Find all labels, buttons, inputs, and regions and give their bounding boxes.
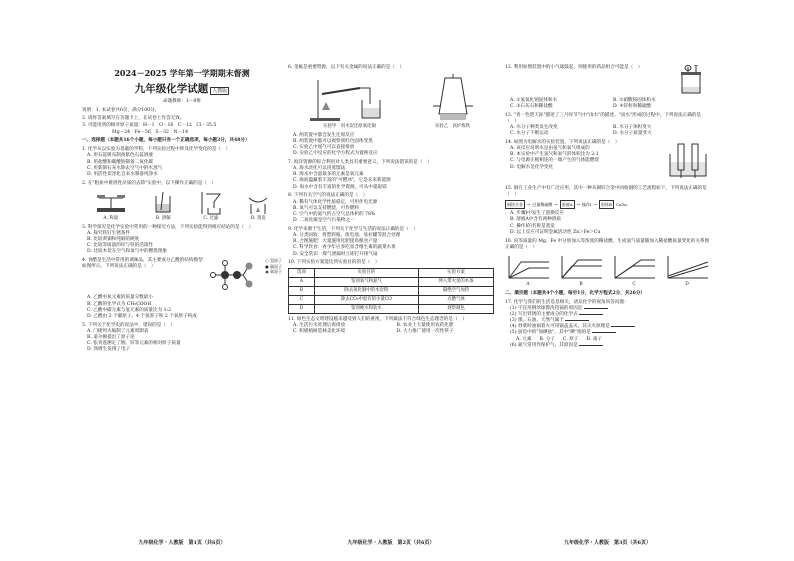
- table-row: [289, 296, 494, 305]
- figure-weighing: [91, 190, 131, 222]
- legend-carbon: ● 碳原子: [265, 263, 282, 269]
- question-17-items: [505, 306, 710, 349]
- arrow-icon: →: [593, 201, 597, 207]
- table-cell: 点燃气体: [419, 296, 494, 305]
- option: B. 用盐酸和碳酸钠制备二氧化碳: [87, 159, 154, 165]
- option: B. 比较黄铜和纯铜的硬度: [87, 237, 140, 243]
- question-4-text: 4. 食醋是生活中常用的调味品，其主要成分乙酸的结构模型如图所示。下列说法正确的是（ ）: [82, 258, 203, 270]
- option: B. ②硝酸铵固体和水: [613, 97, 656, 103]
- option: D. 水分子质量变大: [613, 131, 652, 137]
- question-17: 17. 化学与我们的生活息息相关，请从化学的视角回答问题：: [505, 299, 629, 305]
- question-7-options: [288, 166, 494, 191]
- question-13: 13. "青一色碧天际"描述了三月时节气中"雨水"的描述。"雨水"形成的过程中，下列说法正确的是（ ）: [505, 112, 702, 124]
- page-1: [82, 62, 282, 547]
- question-10: 10. 下列实验方案能达到实验目的的是（ ）: [288, 260, 380, 266]
- flow-box: 固体B: [599, 200, 614, 209]
- figure-evaporate: [243, 190, 273, 222]
- option: D. 安全常识：煤气泄漏时立即打开排气扇: [293, 251, 378, 257]
- legend-hydrogen: ○ 氢原子: [265, 258, 282, 264]
- table-cell: 鉴别硬水和软水: [314, 305, 418, 314]
- option: D. 以上反应可证明金属活动性 Zn＞Fe＞Cu: [510, 229, 601, 235]
- table-cell: 观察颜色: [419, 305, 494, 314]
- table-cell: D: [289, 305, 315, 314]
- option: B. 水分子体积变大: [613, 124, 652, 130]
- table-header: 选项: [289, 269, 315, 278]
- option: A. ①氢氧化钠固体和水: [510, 97, 558, 103]
- question-6: 6. 金属是重要资源，以下有关金属的说法正确的是（ ）: [288, 64, 405, 70]
- graph-label: B: [579, 281, 583, 287]
- option: B. 海水中含量最多的元素是氧元素: [293, 172, 364, 178]
- graph-label: C: [632, 281, 636, 287]
- question-16-graphs: [505, 254, 710, 288]
- table-cell: 除去CO₂中混有的少量CO: [314, 296, 418, 305]
- option: C. 实验乙中尾气可以直接排放: [293, 145, 355, 150]
- table-header: 实验方案: [419, 269, 494, 278]
- option: D. 乙酸由 2 个碳原子、4 个氢原子和 2 个氧原子构成: [87, 313, 197, 319]
- flow-label: CuZn: [615, 201, 627, 207]
- table-header-row: [289, 269, 494, 278]
- option: A. 海水淡化可以用蒸馏法: [293, 166, 346, 172]
- note-line: 3. 可能用到的相对原子质量：H－1 O－16 C－12 Cl－35.5: [82, 122, 217, 128]
- flow-box: 溶液A: [560, 200, 575, 209]
- option: B. 乙酸的化学式为 CH₃COOH: [87, 301, 152, 307]
- option: D. 二氧化碳是空气污染物之一: [293, 218, 355, 224]
- graph-d: [664, 254, 710, 288]
- page-3: [505, 62, 710, 547]
- table-cell: C: [289, 296, 315, 305]
- question-9: 9. 化学来源于生活，下列关于化学与生活的说法正确的是（ ）: [288, 226, 418, 232]
- option: A. 生活污水处理后再排放: [293, 322, 346, 328]
- option: C. 用新制石灰水除去空气中的水蒸气: [87, 165, 163, 171]
- question-11-options: [288, 323, 494, 335]
- graph-a: [505, 254, 551, 288]
- option: B. 本实验中产生氢气和氧气的体积比为 2:1: [510, 152, 599, 158]
- legend-text: 碳原子: [270, 263, 282, 269]
- electrolysis-apparatus: [666, 140, 710, 183]
- option: A. 探究铁钉生锈条件: [87, 230, 130, 236]
- option: C. 乙酸中碳元素与氢元素的质量比为 1:2: [87, 307, 172, 313]
- choice: B. 分子: [539, 336, 555, 342]
- answer-blank[interactable]: [611, 326, 635, 327]
- question-9-options: [288, 233, 494, 258]
- graph-label: D: [685, 281, 689, 287]
- table-cell: 鉴别氧气和氮气: [314, 278, 418, 287]
- question-5: 5. 下列关于化学史的说法中，错误的是（ ）: [82, 322, 176, 328]
- fill-item-text: (2) 写出铁锈的主要成分的化学式: [510, 311, 578, 317]
- option: C. 操作I的名称是蒸发: [510, 223, 555, 229]
- option: B. 溶液A中含有两种溶质: [510, 217, 561, 223]
- question-14-text: 14. 如图为电解水的实验装置，下列说法正确的是（ ）: [505, 139, 620, 145]
- figure-blast-furnace: [423, 74, 483, 130]
- exam-title: 2024－2025 学年第一学期期末督测: [114, 68, 250, 78]
- question-14-options: [505, 146, 666, 171]
- option: A. 两装置中都会发生还原反应: [293, 132, 355, 138]
- option: D. 海水中含有丰富的化学资源，可从中提取镁: [293, 184, 387, 190]
- table-row: [289, 287, 494, 296]
- subject-text: 九年级化学试题: [134, 82, 209, 95]
- fill-item-text: (1) 不宜用钢丝球擦洗铝锅的原因是: [510, 305, 583, 311]
- option: A. 乙酸中氧元素的质量分数最小: [87, 295, 153, 301]
- exam-subject: [82, 82, 282, 96]
- question-14-body: [505, 140, 666, 183]
- table-cell: 除去氧化铜中的木炭粉: [314, 287, 418, 296]
- figure-label: C. 过滤: [203, 215, 219, 221]
- question-12-options: [505, 98, 710, 110]
- section-1-heading: 一、选择题（本题共16个小题，每小题只有一个正确选项，每小题3分，共48分）: [82, 138, 250, 144]
- graph-b: [558, 254, 604, 288]
- figure-label: A. 称量: [103, 215, 119, 221]
- question-14: [505, 140, 710, 183]
- fill-item-text: (4) 炒菜时油锅着火可用锅盖盖灭，其灭火原理是: [510, 324, 610, 330]
- option: C. 空气中的氮气约占空气总体积的 78%: [293, 211, 376, 217]
- option: A. 水分子种类发生改变: [510, 124, 558, 130]
- figure-carbon-reduction: [300, 74, 400, 130]
- question-8: 8. 下列有关空气的说法正确的是（ ）: [288, 193, 368, 199]
- flow-label: 过量稀硫酸: [532, 201, 553, 207]
- question-15: 15. 铜在工业生产中有广泛应用，其中一种从铜锌合金中回收铜的工艺流程如下，下列说法正确的是（ ）: [505, 185, 707, 197]
- arrow-icon: →: [527, 201, 531, 207]
- choice: C. 原子: [562, 336, 579, 342]
- option: A. 稀有气体化学性质稳定，可用作电光源: [293, 199, 378, 205]
- question-3-options: [82, 231, 282, 256]
- question-2-figures: [82, 190, 282, 222]
- figure-label: 实验甲 用木炭还原氧化铜: [323, 123, 376, 129]
- table-cell: 伸入带火星的木条: [419, 278, 494, 287]
- option: A. 分类回收：将塑料瓶、废电池、易拉罐等混合处理: [293, 232, 401, 238]
- figure-label: D. 蒸发: [250, 215, 266, 221]
- graph-label: A: [526, 281, 530, 287]
- option: C. 张青莲测定了铟、锌等元素的相对原子质量: [87, 341, 181, 347]
- option: A. 门捷列夫编制了元素周期表: [87, 328, 149, 334]
- option: B. 氧气可以支持燃烧，可作燃料: [293, 205, 360, 211]
- note-line: Mg－24 Fe－56 S－32 N－14: [112, 130, 189, 136]
- page-footer: 九年级化学・人教版 第2页（共6页）: [347, 540, 435, 547]
- option: D. 实验乙中反应的化学方程式为置换反应: [293, 151, 378, 157]
- balloon-apparatus: [670, 65, 710, 98]
- legend-text: 氢原子: [270, 258, 282, 264]
- legend-oxygen: ◉ 氧原子: [265, 268, 282, 274]
- option: C. 科学饮食：青少年应多吃富含维生素的蔬菜水果: [293, 245, 396, 251]
- flow-box: 铜锌合金: [505, 200, 525, 209]
- option: B. 两装置中都可以观察到红色固体变黑: [293, 138, 373, 144]
- answer-blank[interactable]: [584, 308, 608, 309]
- process-flow: [505, 200, 710, 209]
- question-1: 1. 化学从以实验为基础的学科，下列实验过程中涉及化学变化的是（ ）: [82, 147, 231, 153]
- arrow-icon: →: [576, 201, 580, 207]
- option: A. 用石蕊吸布制备紫色石蕊溶液: [87, 153, 153, 159]
- table-cell: A: [289, 278, 315, 287]
- table-cell: 隔绝空气加热: [419, 287, 494, 296]
- option: A. 该反应说明水是由氢气和氧气组成的: [510, 146, 590, 151]
- graph-c: [611, 254, 657, 288]
- question-5-options: [82, 329, 282, 354]
- experiment-table: [288, 268, 494, 314]
- figure-dissolve: [148, 190, 178, 222]
- legend-text: 氧原子: [270, 268, 282, 274]
- option: C. 积极植树造林美化环境: [293, 328, 346, 334]
- option: C. 海底蕴藏着丰富的"可燃冰"，它是未来新能源: [293, 178, 391, 184]
- page-footer: 九年级化学・人教版 第3页（共6页）: [564, 540, 651, 547]
- question-12-text: 12. 利用如图装置中的小气球鼓起，则使用的药品组合可能是（ ）: [505, 64, 643, 70]
- answer-blank[interactable]: [579, 345, 603, 346]
- question-11: 11. 绿色生态文明建设越来越受到人们的重视，下列做法不符合绿色生态理念的是（ ）: [288, 316, 467, 322]
- question-4: [82, 258, 282, 295]
- fill-item: [510, 343, 710, 349]
- answer-blank[interactable]: [579, 314, 603, 315]
- section-2-heading: 二、填空题（本题共4个小题，每空1分，化学方程式2分，共26分）: [505, 290, 646, 296]
- option: A. 步骤I中发生了置换反应: [510, 211, 564, 217]
- answer-blank[interactable]: [565, 320, 589, 321]
- table-row: [289, 305, 494, 314]
- option: D. 汤姆生发现了电子: [87, 347, 131, 353]
- question-16: 16. 向等质量的 Mg、Fe 中分别加入等浓度的稀盐酸，生成氢气质量随加入稀盐酸质量变化的关系图正确的是（ ）: [505, 238, 710, 250]
- flow-label: 操作I: [581, 201, 592, 207]
- question-1-options: [82, 153, 282, 178]
- option: B. 农业上大量使用农药化肥: [396, 322, 454, 328]
- option: D. ④锌粒和稀硫酸: [613, 103, 652, 109]
- option: B. 道尔顿提出了原子论: [87, 334, 135, 340]
- figure-label: 实验乙 高炉炼铁: [434, 123, 471, 129]
- question-3: 3. 科学探究是化学实验中常用的一种探究方法，下列实验能得到相应结论的是（ ）: [82, 224, 254, 230]
- fill-item-text: (6) 氮气常用作保护气，其原因是: [510, 342, 578, 348]
- choice: A. 元素: [516, 336, 532, 342]
- model-legend: [263, 258, 282, 295]
- question-6-options: [288, 133, 494, 158]
- option: B. 合理施肥：大量施用化肥提高粮食产量: [293, 239, 378, 245]
- author-line: 命题教师：1～9班: [162, 98, 201, 104]
- page-footer: 九年级化学・人教版 第1页（共6页）: [138, 540, 226, 547]
- question-13-options: [505, 125, 710, 137]
- option: D. 比较木炭在空气和氧气中的燃烧现象: [87, 249, 167, 255]
- figure-label: B. 溶解: [155, 215, 171, 221]
- question-15-options: [505, 211, 710, 236]
- option: D. 用活性炭净化自来水制备纯净水: [87, 171, 158, 177]
- edition-tag: 人教版: [212, 87, 228, 94]
- question-6-figures: [288, 74, 494, 130]
- fill-item-text: (5) 厨房中的"加碘盐"，其中"碘"指的是: [510, 330, 591, 336]
- table-row: [289, 278, 494, 287]
- choice: D. 离子: [586, 336, 603, 342]
- option: C. 与电源正极相连的一端产生的气体能燃烧: [510, 158, 599, 164]
- figure-filter: [196, 190, 226, 222]
- table-header: 实验目的: [314, 269, 418, 278]
- question-7: 7. 海洋资源的综合利用对人类具有重要意义，下列说法错误的是（ ）: [288, 159, 432, 165]
- option: C. ③石灰石和稀盐酸: [510, 103, 553, 109]
- question-2: 2. 在"粗盐中难溶性杂质的去除"实验中，以下操作正确的是（ ）: [82, 180, 217, 186]
- question-12: [505, 65, 710, 98]
- option: C. 比较等质量的锌与铁的活泼性: [87, 243, 153, 249]
- option: C. 水分子不断运动: [510, 131, 549, 137]
- option: D. 电解水是化学变化: [510, 164, 554, 170]
- question-8-options: [288, 200, 494, 225]
- option: D. 大力推广使用一次性筷子: [396, 328, 454, 334]
- table-cell: B: [289, 287, 315, 296]
- acetic-acid-model: [203, 258, 263, 295]
- note-line: 2. 请将答案填写在答题卡上，在试卷上作答无效。: [82, 115, 185, 121]
- arrow-icon: →: [554, 201, 558, 207]
- answer-blank[interactable]: [592, 332, 616, 333]
- question-4-options: [82, 295, 282, 320]
- note-line: 说明：1. 本试卷共6页，满分100分。: [82, 108, 160, 114]
- page-2: [288, 62, 494, 547]
- fill-item-text: (3) 煤、石油、天然气属于: [510, 318, 564, 324]
